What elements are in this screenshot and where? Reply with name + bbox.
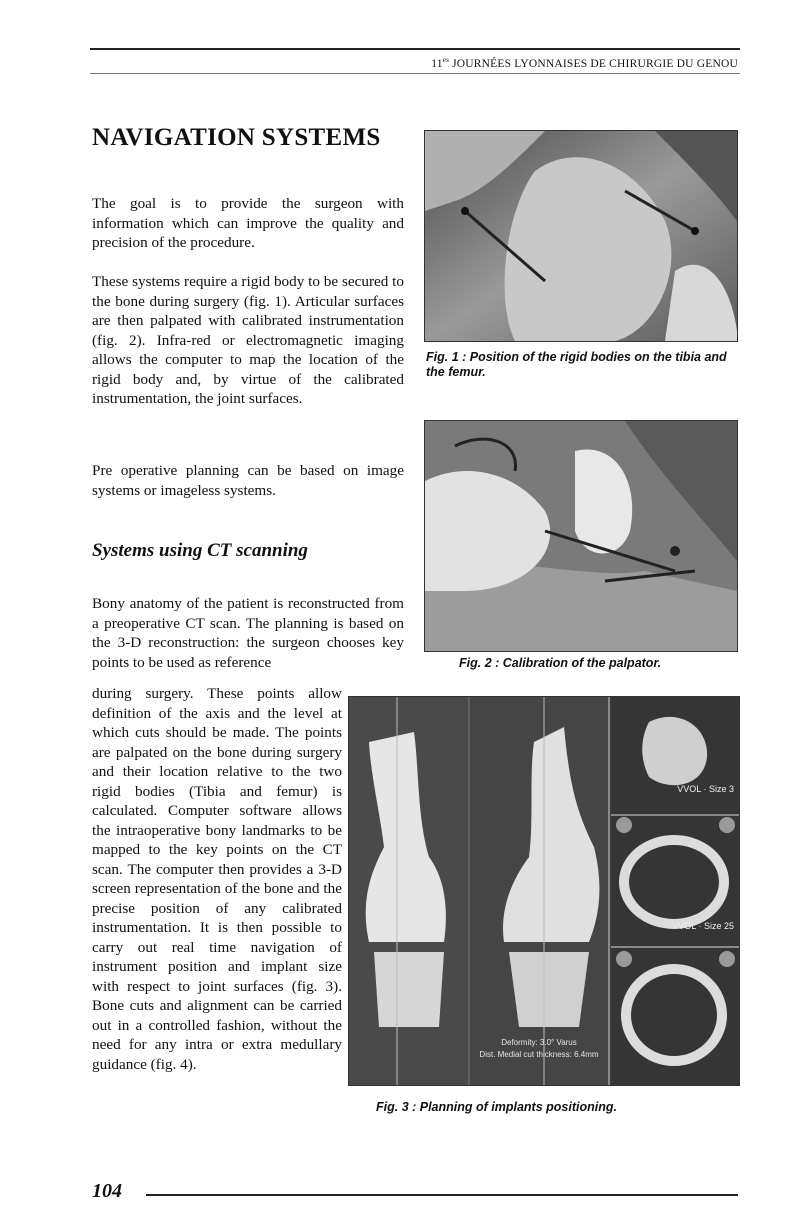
figure-2-caption: Fig. 2 : Calibration of the palpator.	[459, 656, 662, 670]
figure-1-caption: Fig. 1 : Position of the rigid bodies on the tibia and the femur.	[426, 350, 727, 379]
screen-text-line-2: Dist. Medial cut thickness: 6.4mm	[479, 1050, 599, 1059]
paragraph-planning: Pre operative planning can be based on image systems or imageless systems.	[92, 462, 404, 499]
figure-3-planning-screen	[348, 696, 740, 1086]
page-number: 104	[92, 1180, 122, 1202]
figure-2-photo	[424, 420, 738, 652]
paragraph-ct-body: during surgery. These points allow definition of the axis and the level at which cuts should be made. The points are palpated on the bone during surgery and their location relative to the two rigid bodies (Tibia and femur) is calculated. Computer software allows the intraoperative bony landmarks to be mapped to the key points on the CT scan. The computer then provides a 3-D screen representation of the bone and the precise position of any calibrated instrumentation. It is then possible to carry out real time navigation of instrument position and implant size with respect to joint surfaces (fig. 3). Bone cuts and alignment can be carried out in a controlled fashion, without the need for any intra or extra medullary guidance (fig. 4).	[92, 685, 342, 1073]
footer-rule	[146, 1194, 738, 1196]
screen-text-line-1: Deformity: 3.0° Varus	[501, 1038, 577, 1047]
figure-1-photo	[424, 130, 738, 342]
screen-label-mid: VVOL · Size 25	[672, 921, 734, 931]
running-head-superscript: es	[442, 56, 449, 64]
paragraph-ct-intro: Bony anatomy of the patient is reconstructed from a preoperative CT scan. The planning is based on the 3-D reconstruction: the surgeon chooses key points to be used as reference	[92, 595, 404, 671]
paragraph-rigid-body: These systems require a rigid body to be secured to the bone during surgery (fig. 1). Articular surfaces are then palpated with calibrated instrumentation (fig. 2). Infra-red or electromagnetic imaging allows the computer to map the location of the rigid body and, by virtue of the calibrated instrumentation, the joint surfaces.	[92, 273, 404, 407]
screen-label-top: VVOL · Size 3	[677, 784, 734, 794]
section-title: NAVIGATION SYSTEMS	[92, 124, 381, 151]
running-head-number: 11	[431, 57, 443, 70]
running-head-text: JOURNÉES LYONNAISES DE CHIRURGIE DU GENOU	[449, 57, 738, 70]
figure-3-caption: Fig. 3 : Planning of implants positioning.	[376, 1100, 617, 1114]
paragraph-goal: The goal is to provide the surgeon with information which can improve the quality and precision of the procedure.	[92, 195, 404, 251]
subheading-ct: Systems using CT scanning	[92, 540, 308, 561]
header-bottom-rule	[90, 73, 740, 74]
header-top-rule	[90, 48, 740, 50]
running-head	[431, 56, 738, 70]
